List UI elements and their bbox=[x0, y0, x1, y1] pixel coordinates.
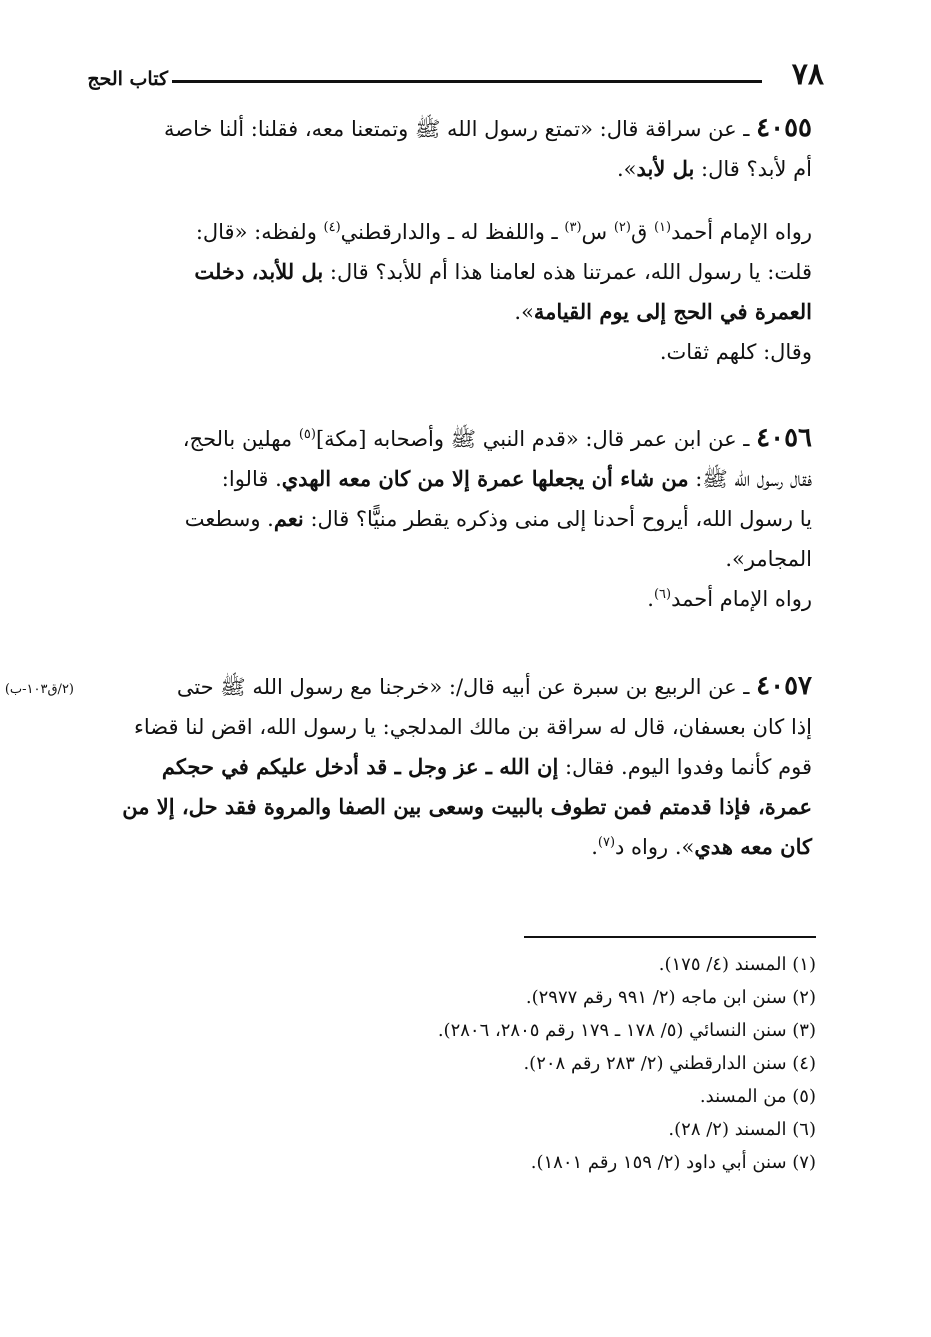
footnote-reference: (١) bbox=[653, 220, 672, 235]
hadith-4056 bbox=[76, 418, 812, 619]
text-segment: ». bbox=[616, 157, 637, 181]
margin-note: (٢/ق١٠٣-ب) bbox=[4, 682, 74, 697]
text-segment: ـ عن ابن عمر قال: «قدم النبي ﷺ وأصحابه [مكة] bbox=[315, 427, 757, 451]
text-line bbox=[76, 108, 812, 149]
text-segment: كان معه هدي bbox=[694, 834, 812, 859]
footnote-reference: (٢) bbox=[613, 220, 631, 235]
footnote-reference: (٦) bbox=[653, 587, 672, 602]
text-segment: ». bbox=[514, 300, 534, 324]
header-rule bbox=[172, 80, 762, 83]
footnote: (٤) سنن الدارقطني (٢/ ٢٨٣ رقم ٢٠٨). bbox=[523, 1053, 816, 1074]
footnote: (٦) المسند (٢/ ٢٨). bbox=[668, 1119, 816, 1140]
text-segment: ـ عن الربيع بن سبرة عن أبيه قال/: «خرجنا مع رسول الله ﷺ حتى bbox=[176, 675, 757, 699]
text-line bbox=[76, 149, 812, 189]
text-line bbox=[76, 212, 812, 252]
text-segment: أم لأبد؟ قال: bbox=[694, 157, 812, 181]
text-segment: . وسطعت bbox=[184, 507, 274, 531]
text-segment: ». رواه د bbox=[615, 835, 695, 859]
text-segment: العمرة في الحج إلى يوم القيامة bbox=[533, 299, 812, 324]
text-line bbox=[76, 539, 812, 579]
text-segment: بل للأبد، دخلت bbox=[194, 259, 324, 284]
footnote: (١) المسند (٤/ ١٧٥). bbox=[658, 954, 816, 975]
text-segment: فقال رسول الله ﷺ: bbox=[688, 467, 812, 491]
text-segment: وقال: كلهم ثقات. bbox=[659, 340, 812, 364]
text-line bbox=[76, 787, 812, 827]
text-segment: يا رسول الله، أيروح أحدنا إلى منى وذكره يقطر منيًّا؟ قال: bbox=[303, 507, 812, 531]
footnote: (٥) من المسند. bbox=[699, 1086, 816, 1107]
footnote: (٧) سنن أبي داود (٢/ ١٥٩ رقم ١٨٠١). bbox=[530, 1152, 816, 1173]
text-line bbox=[76, 747, 812, 787]
text-segment: رواه الإمام أحمد bbox=[671, 220, 812, 244]
text-segment: إذا كان بعسفان، قال له سراقة بن مالك المدلجي: يا رسول الله، اقض لنا قضاء bbox=[134, 715, 812, 739]
text-segment: . قالوا: bbox=[221, 467, 282, 491]
footnote-reference: (٥) bbox=[298, 427, 316, 442]
text-line bbox=[76, 579, 812, 619]
text-line bbox=[76, 418, 812, 459]
hadith-4055-takhrij bbox=[76, 212, 812, 372]
hadith-4055 bbox=[76, 108, 812, 189]
text-segment: من شاء أن يجعلها عمرة إلا من كان معه الهدي bbox=[281, 466, 689, 491]
text-segment: قلت: يا رسول الله، عمرتنا هذه لعامنا هذا أم للأبد؟ قال: bbox=[323, 260, 812, 284]
text-segment: ـ واللفظ له ـ والدارقطني bbox=[340, 220, 565, 244]
text-line bbox=[76, 499, 812, 539]
text-line bbox=[76, 666, 812, 707]
text-line bbox=[76, 332, 812, 372]
text-segment: ق bbox=[630, 220, 654, 244]
text-segment: قوم كأنما وفدوا اليوم. فقال: bbox=[558, 755, 812, 779]
text-segment: المجامر». bbox=[725, 547, 812, 571]
text-segment: ولفظه: «قال: bbox=[195, 220, 324, 244]
footnote-reference: (٣) bbox=[564, 220, 582, 235]
footnote-reference: (٧) bbox=[597, 835, 616, 850]
text-segment: . bbox=[591, 835, 598, 859]
text-line bbox=[76, 292, 812, 332]
footnotes bbox=[200, 948, 816, 1179]
text-segment: رواه الإمام أحمد bbox=[671, 587, 812, 611]
text-line bbox=[76, 459, 812, 499]
hadith-number: ٤٠٥٥ bbox=[756, 113, 812, 143]
hadith-number: ٤٠٥٧ bbox=[756, 671, 812, 701]
footnote-reference: (٤) bbox=[323, 220, 341, 235]
footnote: (٣) سنن النسائي (٥/ ١٧٨ ـ ١٧٩ رقم ٢٨٠٥، ٢٨٠٦). bbox=[437, 1020, 816, 1041]
text-line bbox=[76, 827, 812, 867]
hadith-number: ٤٠٥٦ bbox=[756, 423, 812, 453]
page-number: ٧٨ bbox=[791, 57, 824, 92]
text-segment: مهلين بالحج، bbox=[182, 427, 299, 451]
text-segment: بل لأبد bbox=[636, 156, 695, 181]
footnote: (٢) سنن ابن ماجه (٢/ ٩٩١ رقم ٢٩٧٧). bbox=[525, 987, 816, 1008]
text-segment: س bbox=[581, 220, 614, 244]
text-segment: . bbox=[647, 587, 654, 611]
book-title: كتاب الحج bbox=[87, 68, 168, 90]
text-segment: ـ عن سراقة قال: «تمتع رسول الله ﷺ وتمتعنا معه، فقلنا: ألنا خاصة bbox=[163, 117, 757, 141]
text-line bbox=[76, 252, 812, 292]
footnote-rule bbox=[524, 936, 816, 938]
text-segment: نعم bbox=[273, 506, 304, 531]
text-segment: إن الله ـ عز وجل ـ قد أدخل عليكم في حجكم bbox=[161, 754, 559, 779]
text-segment: عمرة، فإذا قدمتم فمن تطوف بالبيت وسعى بين الصفا والمروة فقد حل، إلا من bbox=[122, 794, 812, 819]
hadith-4057 bbox=[76, 666, 812, 867]
text-line bbox=[76, 707, 812, 747]
